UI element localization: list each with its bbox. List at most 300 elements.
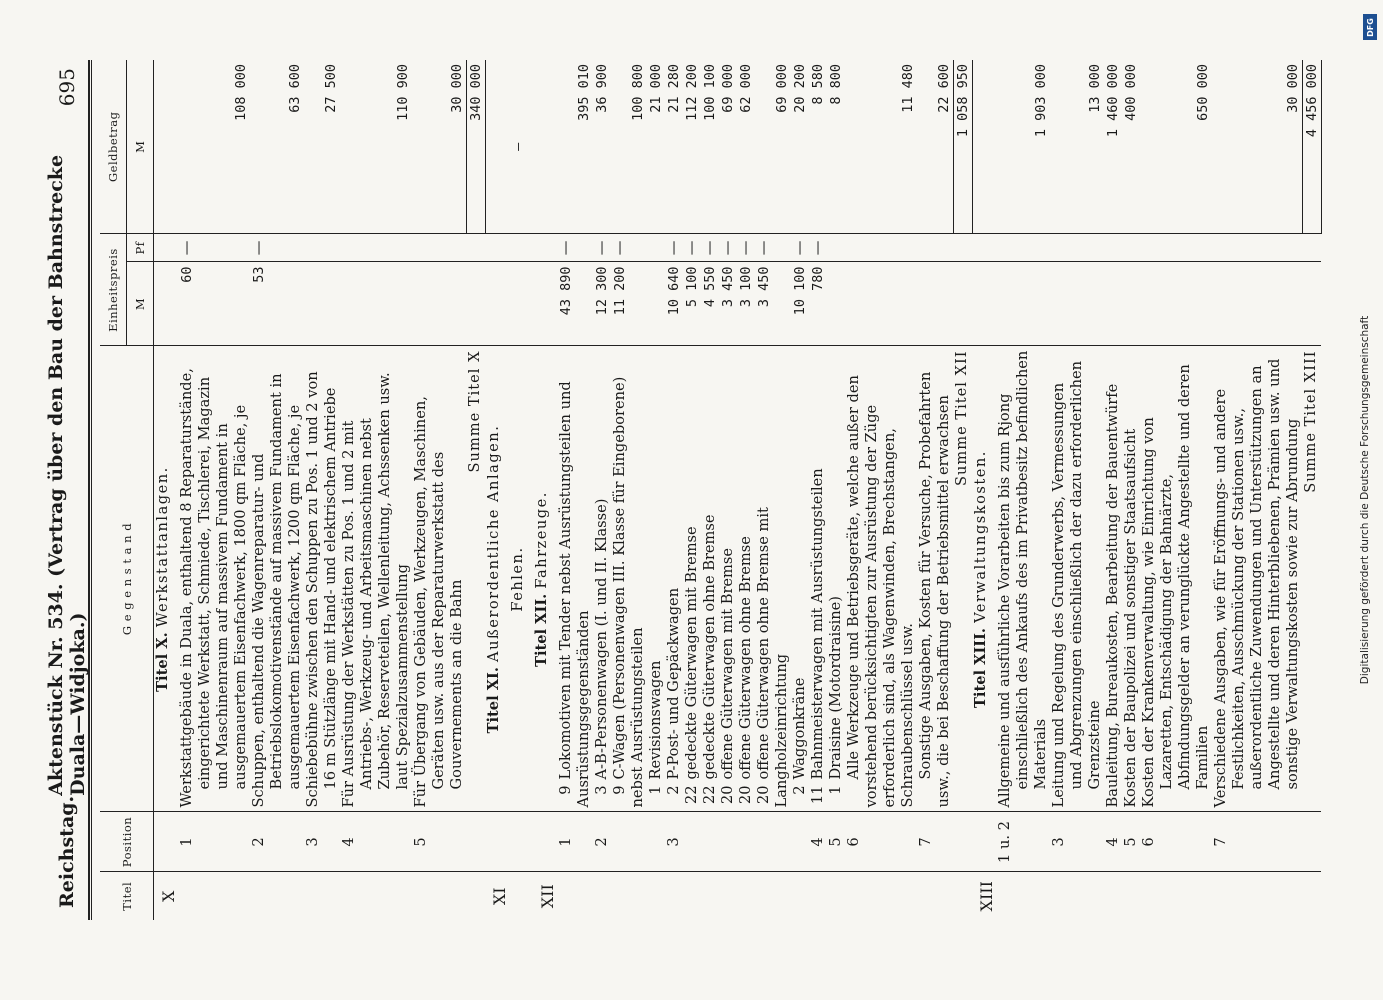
row-position bbox=[755, 812, 791, 872]
row-text: Revisionswagen bbox=[647, 660, 664, 780]
row-unit-price-m bbox=[647, 262, 665, 346]
row-gegenstand bbox=[996, 346, 1050, 812]
row-position: 4 bbox=[340, 812, 412, 872]
row-position: 6 bbox=[845, 812, 917, 872]
empty-cell bbox=[683, 872, 701, 920]
row-gegenstand bbox=[845, 346, 917, 812]
row-text: Schuppen, enthaltend die Wagenreparatur- und Betriebslokomotivenstände auf massivem Fundament in ausgemauertem Eisenfachwerk, 1200 qm Fläche, je bbox=[250, 373, 303, 808]
row-position: 3 bbox=[665, 812, 683, 872]
row-position: 1 bbox=[557, 812, 593, 872]
row-position: 5 bbox=[827, 812, 845, 872]
row-text: gedeckte Güterwagen ohne Bremse bbox=[701, 514, 718, 780]
empty-cell bbox=[665, 872, 683, 920]
row-unit-price-m: 4 550 bbox=[701, 262, 719, 346]
table-row bbox=[1122, 60, 1140, 920]
row-quantity: 20 bbox=[719, 785, 736, 805]
row-unit-price-pf: — bbox=[683, 234, 701, 262]
row-text: Verschiedene Ausgaben, wie für Eröffnungs- und andere Festlichkeiten, Ausschmückung der Stationen usw., außerordentliche Zuwendungen und Unterstützungen an Angestellte und deren Hinterbliebenen, Prämien usw. und sonstige Verwaltungskosten sowie zur Abrundung bbox=[1212, 358, 1301, 808]
row-gegenstand bbox=[250, 346, 304, 812]
row-text: Draisine (Motordraisine) bbox=[827, 596, 844, 780]
empty-cell bbox=[485, 812, 509, 872]
section-heading-sub: Verwaltungskosten. bbox=[972, 450, 989, 623]
row-text: Allgemeine und ausführliche Vorarbeiten bis zum Rjong einschließlich des Ankaufs des im Privatbesitz befindlichen Materials bbox=[996, 350, 1049, 808]
row-unit-price-m: 12 300 bbox=[593, 262, 611, 346]
row-geldbetrag: 63 600 bbox=[250, 60, 304, 234]
row-text: P-Post- und Gepäckwagen bbox=[665, 587, 682, 780]
section-note: Fehlen. bbox=[509, 346, 533, 812]
col-header-gegenstand: G e g e n s t a n d bbox=[100, 346, 154, 812]
row-geldbetrag: 69 000 bbox=[755, 60, 791, 234]
row-text: offene Güterwagen mit Bremse bbox=[719, 547, 736, 780]
cost-table bbox=[100, 60, 1322, 920]
empty-cell bbox=[827, 872, 845, 920]
empty-cell bbox=[340, 872, 412, 920]
row-gegenstand bbox=[755, 346, 791, 812]
table-row bbox=[340, 60, 412, 920]
row-text: Lokomotiven mit Tender nebst Ausrüstungsteilen und Ausrüstungsgegenständen bbox=[557, 381, 592, 808]
row-position: 4 bbox=[1104, 812, 1122, 872]
table-row bbox=[665, 60, 683, 920]
table-header-row bbox=[100, 60, 127, 920]
table-row bbox=[845, 60, 917, 920]
empty-cell bbox=[485, 234, 509, 262]
table-row bbox=[737, 60, 755, 920]
row-unit-price-m bbox=[1050, 262, 1104, 346]
row-unit-price-m: 10 640 bbox=[665, 262, 683, 346]
row-quantity: 20 bbox=[737, 785, 754, 805]
row-unit-price-m bbox=[1212, 262, 1302, 346]
row-gegenstand bbox=[1122, 346, 1140, 812]
empty-cell bbox=[809, 872, 827, 920]
header-rule bbox=[88, 60, 90, 920]
empty-cell bbox=[1302, 234, 1321, 262]
row-unit-price-pf bbox=[1212, 234, 1302, 262]
empty-cell bbox=[154, 60, 179, 234]
row-gegenstand bbox=[647, 346, 665, 812]
row-geldbetrag: 8 580 bbox=[809, 60, 827, 234]
empty-cell bbox=[509, 812, 533, 872]
row-quantity: 2 bbox=[791, 785, 808, 795]
row-gegenstand bbox=[683, 346, 701, 812]
row-geldbetrag: 30 000 bbox=[412, 60, 466, 234]
row-text: Alle Werkzeuge und Betriebsgeräte, welche außer den vorstehend berücksichtigten zur Ausrüstung der Züge erforderlich sind, als Wagenwinden, Brechstangen, Schraubenschlüssel usw. bbox=[845, 375, 916, 808]
empty-cell bbox=[791, 872, 809, 920]
row-quantity: 22 bbox=[701, 785, 718, 805]
col-header-titel: Titel bbox=[100, 872, 154, 920]
row-position: 2 bbox=[250, 812, 304, 872]
row-text: Waggonkräne bbox=[791, 677, 808, 780]
empty-cell bbox=[972, 60, 996, 234]
row-unit-price-m bbox=[1140, 262, 1212, 346]
row-unit-price-m bbox=[1122, 262, 1140, 346]
table-row bbox=[304, 60, 340, 920]
row-unit-price-pf: — bbox=[178, 234, 250, 262]
row-unit-price-m bbox=[1104, 262, 1122, 346]
row-position bbox=[611, 812, 647, 872]
row-geldbetrag: 400 000 bbox=[1122, 60, 1140, 234]
row-position bbox=[701, 812, 719, 872]
row-quantity: 3 bbox=[593, 785, 610, 795]
empty-cell bbox=[1302, 812, 1321, 872]
row-unit-price-m: 10 100 bbox=[791, 262, 809, 346]
empty-cell bbox=[719, 872, 737, 920]
row-text: Bauleitung, Bureaukosten, Bearbeitung der Bauentwürfe bbox=[1104, 383, 1121, 808]
empty-cell bbox=[737, 872, 755, 920]
empty-cell bbox=[178, 872, 250, 920]
row-unit-price-pf bbox=[1104, 234, 1122, 262]
row-quantity: 2 bbox=[665, 785, 682, 795]
row-text: Werkstattgebäude in Duala, enthaltend 8 Reparaturstände, eingerichtete Werkstatt, Schmiede, Tischlerei, Magazin und Maschinenraum auf massivem Fundament in ausgemauertem Eisenfachwerk, 1800 qm Fläche, je bbox=[178, 368, 249, 808]
row-gegenstand bbox=[737, 346, 755, 812]
row-gegenstand bbox=[665, 346, 683, 812]
row-gegenstand bbox=[340, 346, 412, 812]
row-unit-price-pf bbox=[917, 234, 953, 262]
table-row bbox=[917, 60, 953, 920]
row-unit-price-pf: — bbox=[593, 234, 611, 262]
empty-cell bbox=[466, 234, 485, 262]
row-unit-price-m: 3 450 bbox=[755, 262, 791, 346]
table-row bbox=[755, 60, 791, 920]
row-unit-price-m bbox=[412, 262, 466, 346]
row-text: Bahnmeisterwagen mit Ausrüstungsteilen bbox=[809, 468, 826, 780]
row-gegenstand bbox=[701, 346, 719, 812]
table-row bbox=[178, 60, 250, 920]
row-gegenstand bbox=[611, 346, 647, 812]
row-text: Sonstige Ausgaben, Kosten für Versuche, Probefahrten usw., die bei Beschaffung der Betriebsmittel erwachsen bbox=[917, 371, 952, 808]
row-geldbetrag: 36 900 bbox=[593, 60, 611, 234]
section-heading bbox=[533, 346, 557, 812]
row-unit-price-pf bbox=[996, 234, 1050, 262]
section-sum-value: 1 058 950 bbox=[953, 60, 972, 234]
row-position bbox=[737, 812, 755, 872]
row-position: 7 bbox=[917, 812, 953, 872]
row-text: Für Ausrüstung der Werkstätten zu Pos. 1 und 2 mit Antriebs-, Werkzeug- und Arbeitsmaschinen nebst Zubehör, Reserveteilen, Wellenleitung, Achssenken usw. laut Spezialzusammenstellung bbox=[340, 372, 411, 808]
row-unit-price-pf: — bbox=[701, 234, 719, 262]
table-row bbox=[250, 60, 304, 920]
row-quantity: 9 bbox=[611, 785, 628, 795]
section-heading bbox=[485, 346, 509, 812]
section-heading-label: Titel XI. bbox=[485, 667, 502, 734]
section-titel: X bbox=[159, 890, 178, 902]
table-row bbox=[791, 60, 809, 920]
section-heading-label: Titel X. bbox=[154, 632, 171, 692]
empty-cell bbox=[996, 872, 1050, 920]
row-position: 3 bbox=[304, 812, 340, 872]
section-heading-label: Titel XII. bbox=[533, 593, 550, 667]
section-sum-value: — bbox=[509, 60, 533, 234]
section-heading bbox=[154, 346, 179, 812]
row-gegenstand bbox=[557, 346, 593, 812]
empty-cell bbox=[972, 262, 996, 346]
row-geldbetrag: 30 000 bbox=[1212, 60, 1302, 234]
row-gegenstand bbox=[1212, 346, 1302, 812]
section-sum-value: 340 000 bbox=[466, 60, 485, 234]
row-unit-price-pf bbox=[340, 234, 412, 262]
row-position bbox=[791, 812, 809, 872]
row-position: 7 bbox=[1212, 812, 1302, 872]
dfg-logo: DFG bbox=[1363, 14, 1377, 40]
row-geldbetrag: 27 500 bbox=[304, 60, 340, 234]
row-gegenstand bbox=[827, 346, 845, 812]
empty-cell bbox=[755, 872, 791, 920]
row-position bbox=[683, 812, 701, 872]
row-text: Kosten der Krankenverwaltung, wie Einrichtung von Lazaretten, Entschädigung der Bahnärzte, Abfindungsgelder an verunglückte Angestellte und deren Familien bbox=[1140, 364, 1211, 808]
section-sum-row bbox=[466, 60, 485, 920]
col-header-position: Position bbox=[100, 812, 154, 872]
section-heading-row bbox=[533, 60, 557, 920]
row-geldbetrag: 100 100 bbox=[701, 60, 719, 234]
empty-cell bbox=[412, 872, 466, 920]
row-unit-price-pf bbox=[304, 234, 340, 262]
table-row bbox=[827, 60, 845, 920]
table-row bbox=[593, 60, 611, 920]
empty-cell bbox=[953, 262, 972, 346]
section-sum-row bbox=[953, 60, 972, 920]
row-position: 1 bbox=[178, 812, 250, 872]
col-header-geld-m: M bbox=[127, 60, 154, 234]
col-header-pf: Pf bbox=[127, 234, 154, 262]
row-gegenstand bbox=[719, 346, 737, 812]
row-gegenstand bbox=[1140, 346, 1212, 812]
row-quantity: 1 bbox=[647, 785, 664, 795]
empty-cell bbox=[485, 60, 509, 234]
empty-cell bbox=[154, 234, 179, 262]
row-unit-price-pf bbox=[845, 234, 917, 262]
table-row bbox=[1212, 60, 1302, 920]
row-geldbetrag: 22 600 bbox=[917, 60, 953, 234]
row-text: Für Übergang von Gebäuden, Werkzeugen, Maschinen, Geräten usw. aus der Reparaturwerkstatt des Gouvernements an die Bahn bbox=[412, 396, 465, 808]
row-unit-price-pf bbox=[827, 234, 845, 262]
row-unit-price-pf: — bbox=[755, 234, 791, 262]
header-title: Aktenstück Nr. 534. (Vertrag über den Bau der Bahnstrecke Duala—Widjoka.) bbox=[45, 154, 89, 796]
row-unit-price-pf: — bbox=[250, 234, 304, 262]
row-unit-price-pf: — bbox=[611, 234, 647, 262]
empty-cell bbox=[1050, 872, 1104, 920]
row-unit-price-m: 780 bbox=[809, 262, 827, 346]
digitization-note: Digitalisierung gefördert durch die Deutsche Forschungsgemeinschaft bbox=[1359, 315, 1372, 685]
section-heading-sub: Fahrzeuge. bbox=[533, 491, 550, 589]
row-geldbetrag: 69 000 bbox=[719, 60, 737, 234]
section-heading-sub: Außerordentliche Anlagen. bbox=[485, 424, 502, 662]
empty-cell bbox=[304, 872, 340, 920]
row-unit-price-m: 3 450 bbox=[719, 262, 737, 346]
header-rule-thin bbox=[91, 60, 92, 920]
row-gegenstand bbox=[304, 346, 340, 812]
row-geldbetrag: 100 800 bbox=[611, 60, 647, 234]
empty-cell bbox=[953, 234, 972, 262]
header-left: Reichstag. bbox=[56, 795, 78, 908]
col-header-geldbetrag: Geldbetrag bbox=[100, 60, 127, 234]
row-gegenstand bbox=[412, 346, 466, 812]
row-quantity: 9 bbox=[557, 785, 574, 795]
row-position: 4 bbox=[809, 812, 827, 872]
table-row bbox=[683, 60, 701, 920]
row-unit-price-pf: — bbox=[557, 234, 593, 262]
empty-cell bbox=[593, 872, 611, 920]
row-position: 6 bbox=[1140, 812, 1212, 872]
table-row bbox=[611, 60, 647, 920]
row-geldbetrag: 1 460 000 bbox=[1104, 60, 1122, 234]
row-geldbetrag: 21 000 bbox=[647, 60, 665, 234]
row-unit-price-pf bbox=[1122, 234, 1140, 262]
empty-cell bbox=[509, 872, 533, 920]
empty-cell bbox=[154, 262, 179, 346]
section-titel: XII bbox=[538, 884, 557, 909]
row-quantity: 11 bbox=[809, 785, 826, 805]
col-header-m: M bbox=[127, 262, 154, 346]
row-unit-price-m: 60 bbox=[178, 262, 250, 346]
table-row bbox=[557, 60, 593, 920]
empty-cell bbox=[701, 872, 719, 920]
row-unit-price-m: 43 890 bbox=[557, 262, 593, 346]
row-position: 3 bbox=[1050, 812, 1104, 872]
empty-cell bbox=[466, 262, 485, 346]
row-unit-price-pf bbox=[1140, 234, 1212, 262]
row-unit-price-m: 5 100 bbox=[683, 262, 701, 346]
empty-cell bbox=[917, 872, 953, 920]
row-position bbox=[719, 812, 737, 872]
empty-cell bbox=[485, 262, 509, 346]
section-titel: XIII bbox=[977, 881, 996, 912]
empty-cell bbox=[509, 234, 533, 262]
row-quantity: 22 bbox=[683, 785, 700, 805]
section-sum-row bbox=[1302, 60, 1321, 920]
section-heading-row bbox=[154, 60, 179, 920]
row-text: gedeckte Güterwagen mit Bremse bbox=[683, 526, 700, 780]
row-unit-price-m bbox=[917, 262, 953, 346]
empty-cell bbox=[953, 812, 972, 872]
table-row bbox=[412, 60, 466, 920]
table-row bbox=[1140, 60, 1212, 920]
empty-cell bbox=[1140, 872, 1212, 920]
empty-cell bbox=[972, 234, 996, 262]
row-geldbetrag: 21 280 bbox=[665, 60, 683, 234]
section-sum-label: Summe Titel X bbox=[466, 346, 485, 812]
table-row bbox=[719, 60, 737, 920]
row-text: A-B-Personenwagen (I. und II. Klasse) bbox=[593, 498, 610, 780]
row-unit-price-pf bbox=[647, 234, 665, 262]
row-unit-price-m bbox=[304, 262, 340, 346]
row-gegenstand bbox=[1104, 346, 1122, 812]
col-header-einheitspreis: Einheitspreis bbox=[100, 234, 127, 346]
section-heading bbox=[972, 346, 996, 812]
table-row bbox=[647, 60, 665, 920]
row-gegenstand bbox=[178, 346, 250, 812]
empty-cell bbox=[533, 60, 557, 234]
row-unit-price-m bbox=[827, 262, 845, 346]
empty-cell bbox=[557, 872, 593, 920]
row-unit-price-m bbox=[996, 262, 1050, 346]
empty-cell bbox=[509, 262, 533, 346]
row-geldbetrag: 395 010 bbox=[557, 60, 593, 234]
row-text: Kosten der Baupolizei und sonstiger Staatsaufsicht bbox=[1122, 428, 1139, 808]
row-text: C-Wagen (Personenwagen III. Klasse für Eingeborene) nebst Ausrüstungsteilen bbox=[611, 376, 646, 808]
row-unit-price-pf: — bbox=[719, 234, 737, 262]
table-row bbox=[809, 60, 827, 920]
row-geldbetrag: 650 000 bbox=[1140, 60, 1212, 234]
row-position bbox=[647, 812, 665, 872]
empty-cell bbox=[154, 812, 179, 872]
row-gegenstand bbox=[593, 346, 611, 812]
empty-cell bbox=[1122, 872, 1140, 920]
row-unit-price-pf bbox=[1050, 234, 1104, 262]
row-geldbetrag: 8 800 bbox=[827, 60, 845, 234]
row-gegenstand bbox=[809, 346, 827, 812]
row-position: 5 bbox=[1122, 812, 1140, 872]
section-sum-label: Summe Titel XII bbox=[953, 346, 972, 812]
row-gegenstand bbox=[917, 346, 953, 812]
section-sum-label: Summe Titel XIII bbox=[1302, 346, 1321, 812]
empty-cell bbox=[1212, 872, 1302, 920]
row-geldbetrag: 108 000 bbox=[178, 60, 250, 234]
empty-cell bbox=[1302, 262, 1321, 346]
section-sum-value: 4 456 000 bbox=[1302, 60, 1321, 234]
row-unit-price-m bbox=[340, 262, 412, 346]
empty-cell bbox=[972, 812, 996, 872]
row-text: Schiebebühne zwischen den Schuppen zu Pos. 1 und 2 von 16 m Stützlänge mit Hand- und elektrischem Antriebe bbox=[304, 371, 339, 808]
table-row bbox=[996, 60, 1050, 920]
empty-cell bbox=[611, 872, 647, 920]
empty-cell bbox=[466, 872, 485, 920]
row-text: offene Güterwagen ohne Bremse mit Langholzeinrichtung bbox=[755, 507, 790, 808]
row-unit-price-pf: — bbox=[665, 234, 683, 262]
row-quantity: 1 bbox=[827, 785, 844, 795]
row-geldbetrag: 11 480 bbox=[845, 60, 917, 234]
empty-cell bbox=[1104, 872, 1122, 920]
empty-cell bbox=[845, 872, 917, 920]
table-body bbox=[154, 60, 1322, 920]
page-number: 695 bbox=[55, 68, 79, 107]
empty-cell bbox=[1302, 872, 1321, 920]
table-row bbox=[701, 60, 719, 920]
page-header bbox=[45, 68, 89, 908]
row-text: offene Güterwagen ohne Bremse bbox=[737, 536, 754, 780]
section-heading-sub: Werkstattanlagen. bbox=[154, 466, 171, 628]
row-quantity: 20 bbox=[755, 785, 772, 805]
row-gegenstand bbox=[791, 346, 809, 812]
table-row bbox=[1104, 60, 1122, 920]
section-titel: XI bbox=[490, 887, 509, 906]
row-unit-price-m: 3 100 bbox=[737, 262, 755, 346]
empty-cell bbox=[533, 812, 557, 872]
row-unit-price-m: 11 200 bbox=[611, 262, 647, 346]
row-unit-price-m: 53 bbox=[250, 262, 304, 346]
empty-cell bbox=[953, 872, 972, 920]
row-unit-price-pf bbox=[412, 234, 466, 262]
row-position: 5 bbox=[412, 812, 466, 872]
empty-cell bbox=[250, 872, 304, 920]
section-heading-row bbox=[485, 60, 509, 920]
row-geldbetrag: 112 200 bbox=[683, 60, 701, 234]
empty-cell bbox=[647, 872, 665, 920]
row-unit-price-pf: — bbox=[809, 234, 827, 262]
empty-cell bbox=[533, 234, 557, 262]
section-heading-label: Titel XIII. bbox=[972, 627, 989, 708]
row-unit-price-pf: — bbox=[737, 234, 755, 262]
row-text: Leitung und Regelung des Grunderwerbs, Vermessungen und Abgrenzungen einschließlich der dazu erforderlichen Grenzsteine bbox=[1050, 360, 1103, 808]
row-unit-price-pf: — bbox=[791, 234, 809, 262]
row-geldbetrag: 13 000 bbox=[1050, 60, 1104, 234]
row-geldbetrag: 62 000 bbox=[737, 60, 755, 234]
table-row bbox=[1050, 60, 1104, 920]
row-position: 1 u. 2 bbox=[996, 812, 1050, 872]
row-position: 2 bbox=[593, 812, 611, 872]
section-note-row bbox=[509, 60, 533, 920]
row-geldbetrag: 110 900 bbox=[340, 60, 412, 234]
empty-cell bbox=[466, 812, 485, 872]
empty-cell bbox=[533, 262, 557, 346]
row-geldbetrag: 1 903 000 bbox=[996, 60, 1050, 234]
